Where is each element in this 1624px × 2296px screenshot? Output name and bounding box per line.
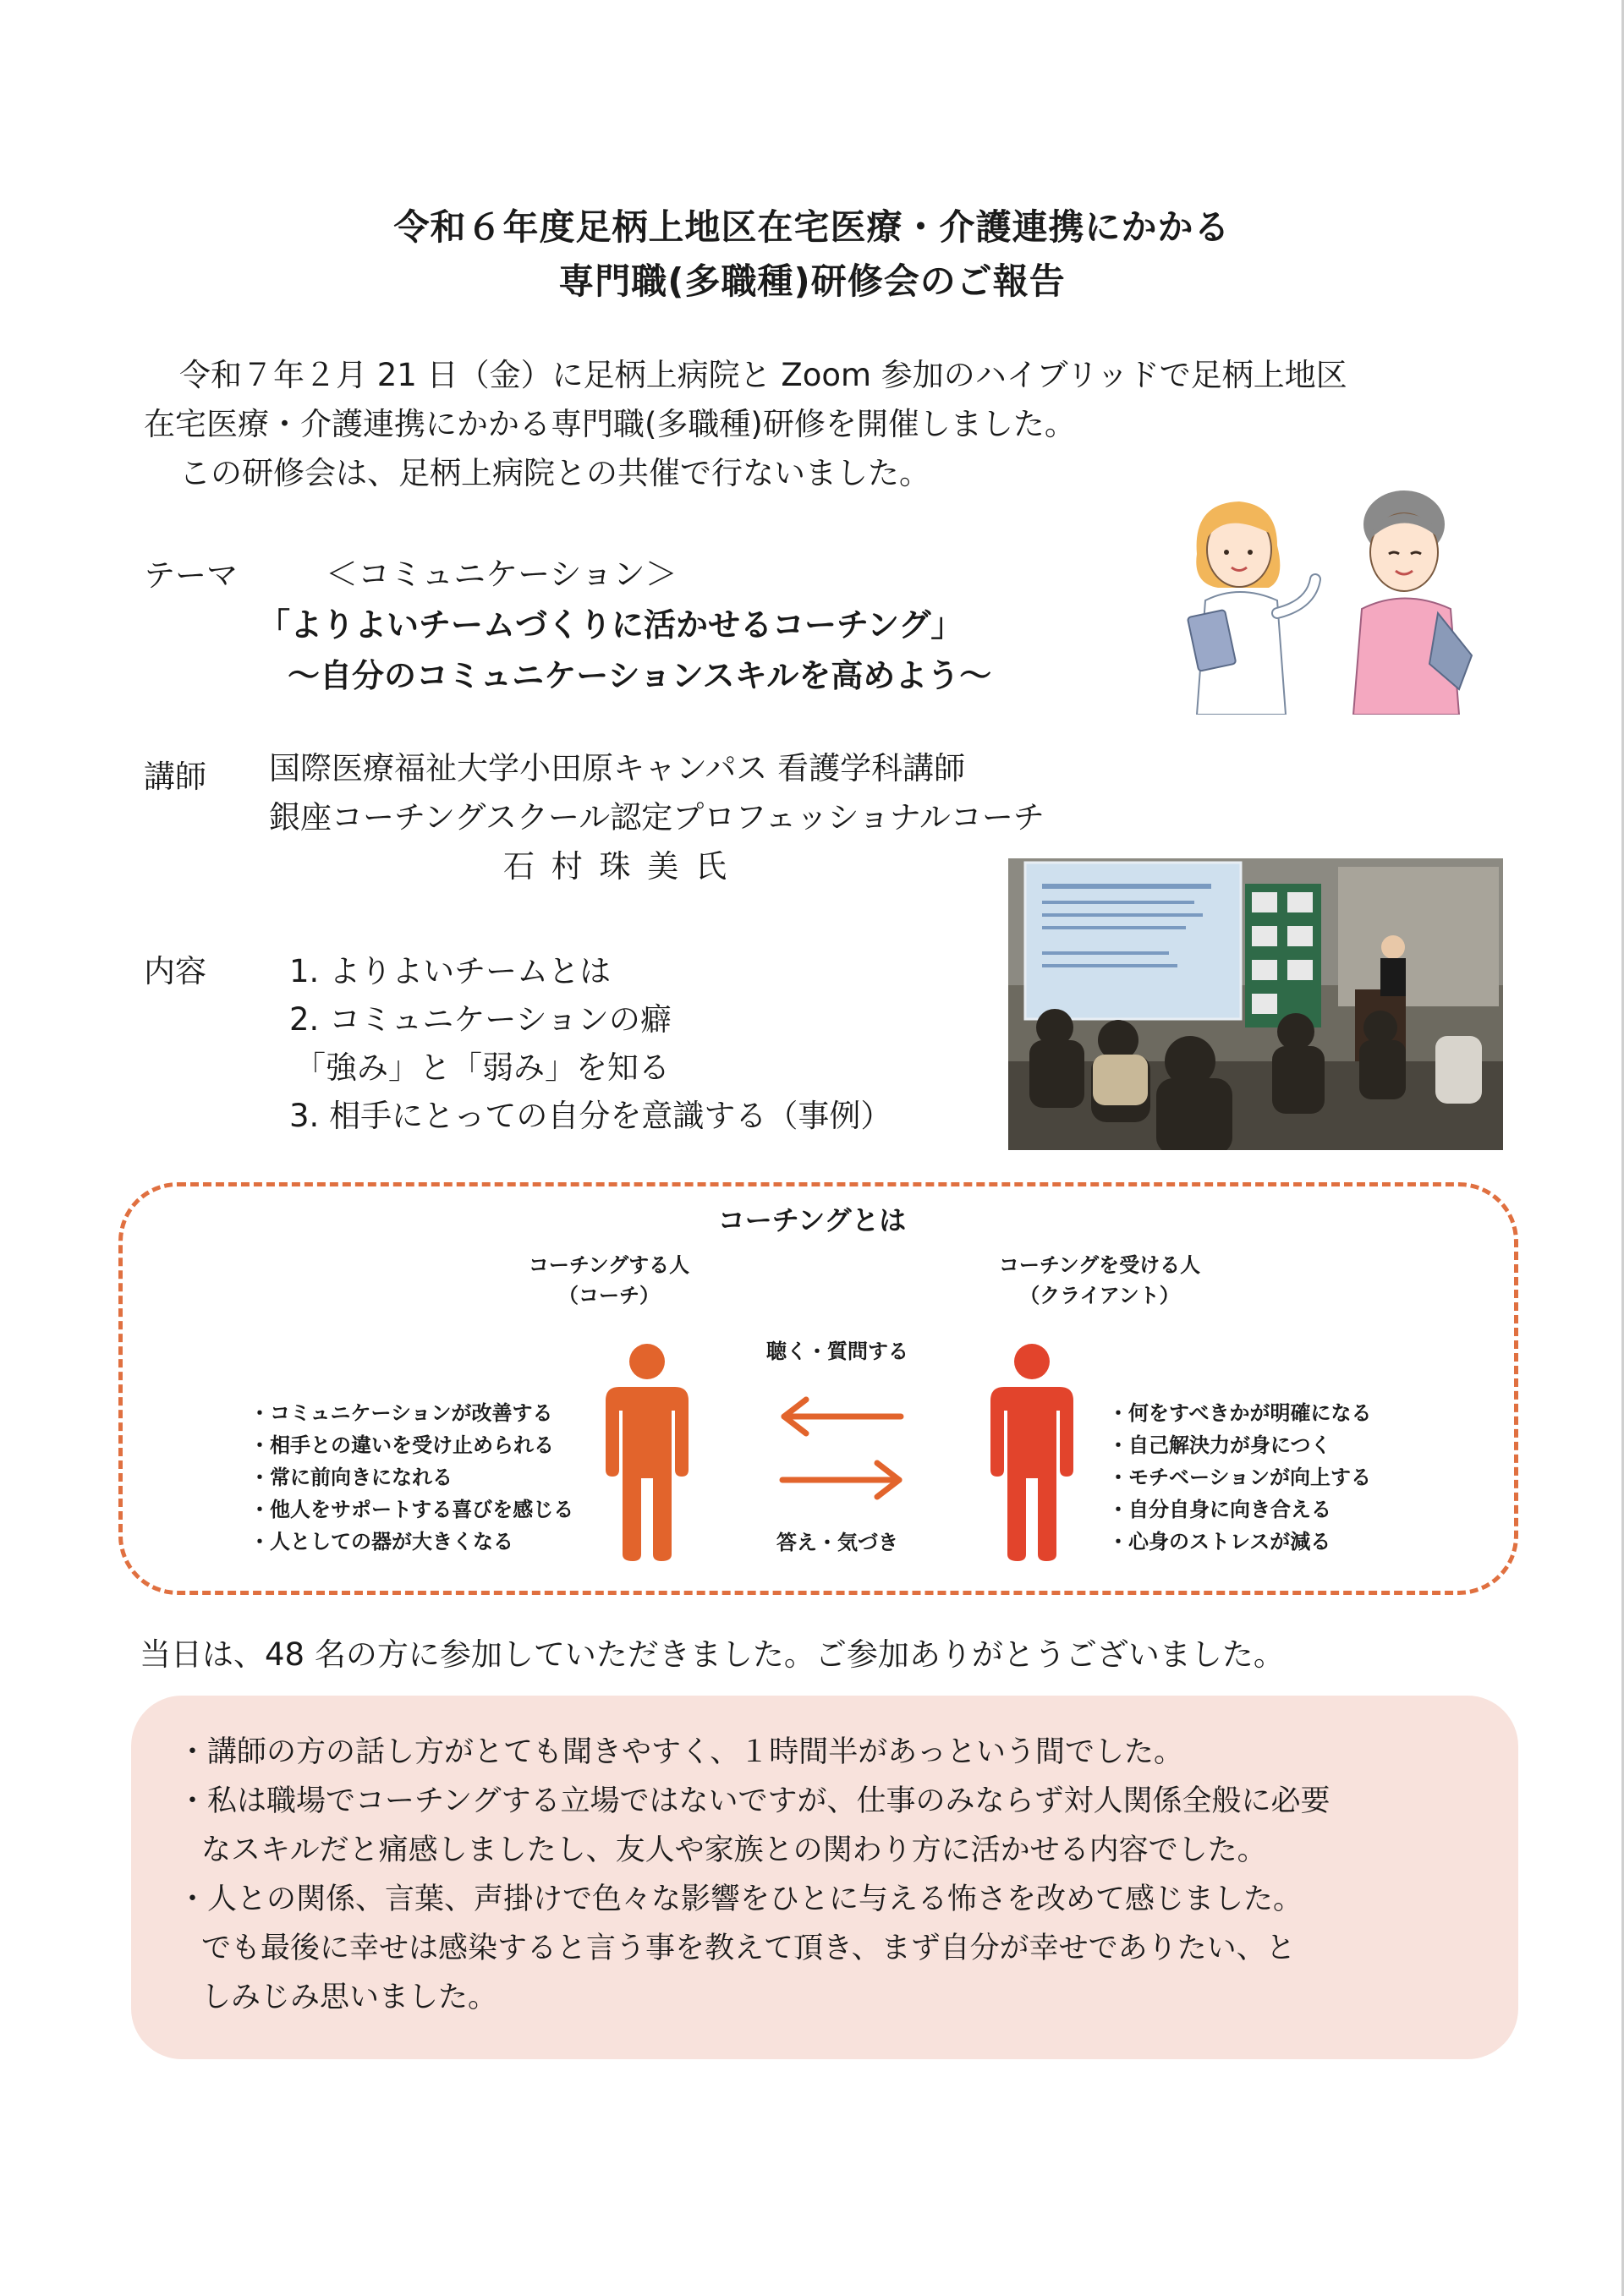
client-person-icon xyxy=(985,1343,1078,1563)
theme-line3: ～自分のコミュニケーションスキルを高めよう～ xyxy=(288,657,992,694)
elder-figure xyxy=(1353,490,1472,715)
coach-benefit-1: ・ コミュニケーションが改善する xyxy=(250,1397,573,1429)
contents-item-2: 2. コミュニケーションの癖 xyxy=(289,1001,672,1038)
coach-benefit-5: ・ 人としての器が大きくなる xyxy=(250,1526,573,1558)
contents-item-1: 1. よりよいチームとは xyxy=(289,953,612,989)
seminar-photo xyxy=(1008,858,1503,1150)
comment-line-5: でも最後に幸せは感染すると言う事を教えて頂き、まず自分が幸せでありたい、と xyxy=(201,1932,1296,1965)
comment-line-4: ・人との関係、言葉、声掛けで色々な影響をひとに与える怖さを改めて感じました。 xyxy=(178,1882,1303,1916)
intro-line3: この研修会は、足柄上病院との共催で行ないました。 xyxy=(179,455,930,491)
page-title-line2: 専門職(多職種)研修会のご報告 xyxy=(558,260,1066,302)
attendance-text: 当日は、48 名の方に参加していただきました。ご参加ありがとうございました。 xyxy=(140,1636,1285,1673)
contents-item-2-sub: 「強み」と「弱み」を知る xyxy=(294,1049,670,1086)
client-benefit-3: ・ モチベーションが向上する xyxy=(1108,1461,1372,1493)
lecturer-name: 石 村 珠 美 氏 xyxy=(503,848,731,885)
coach-label-line2: （コーチ） xyxy=(558,1284,660,1307)
coach-label xyxy=(474,1250,744,1311)
intro-line1: 令和７年２月 21 日（金）に足柄上病院と Zoom 参加のハイブリッドで足柄上地区 xyxy=(179,357,1347,393)
client-label-line1: コーチングを受ける人 xyxy=(998,1253,1201,1277)
theme-label: テーマ xyxy=(144,557,238,594)
client-benefit-4: ・ 自分自身に向き合える xyxy=(1108,1493,1372,1526)
arrow-top-label: 聴く・質問する xyxy=(766,1340,908,1363)
lecturer-label: 講師 xyxy=(144,759,206,795)
contents-label: 内容 xyxy=(144,953,206,989)
contents-item-3: 3. 相手にとっての自分を意識する（事例） xyxy=(289,1098,892,1134)
nurse-figure xyxy=(1188,501,1315,715)
client-label xyxy=(947,1250,1252,1311)
intro-line2: 在宅医療・介護連携にかかる専門職(多職種)研修を開催しました。 xyxy=(144,406,1076,442)
arrow-bottom-label: 答え・気づき xyxy=(776,1531,898,1554)
client-benefit-2: ・ 自己解決力が身につく xyxy=(1108,1429,1372,1461)
coach-person-icon xyxy=(601,1343,694,1563)
coach-benefit-2: ・ 相手との違いを受け止められる xyxy=(250,1429,573,1461)
coach-benefits-list xyxy=(250,1397,573,1558)
coaching-title: コーチングとは xyxy=(717,1204,907,1236)
client-benefit-5: ・ 心身のストレスが減る xyxy=(1108,1526,1372,1558)
client-label-line2: （クライアント） xyxy=(1019,1284,1180,1307)
coach-benefit-4: ・ 他人をサポートする喜びを感じる xyxy=(250,1493,573,1526)
exchange-arrows-icon xyxy=(774,1395,909,1514)
theme-line1: ＜コミュニケーション＞ xyxy=(326,556,678,593)
page-title-line1: 令和６年度足柄上地区在宅医療・介護連携にかかる xyxy=(393,206,1231,248)
comment-line-6: しみじみ思いました。 xyxy=(201,1981,498,2014)
client-benefit-1: ・ 何をすべきかが明確になる xyxy=(1108,1397,1372,1429)
coach-benefit-3: ・ 常に前向きになれる xyxy=(250,1461,573,1493)
comment-line-2: ・私は職場でコーチングする立場ではないですが、仕事のみならず対人関係全般に必要 xyxy=(178,1784,1330,1818)
lecturer-line1: 国際医療福祉大学小田原キャンパス 看護学科講師 xyxy=(269,750,966,786)
comment-line-1: ・講師の方の話し方がとても聞きやすく、１時間半があっという間でした。 xyxy=(178,1735,1183,1769)
nurse-and-elder-illustration xyxy=(1159,486,1480,715)
coach-label-line1: コーチングする人 xyxy=(528,1253,690,1277)
lecturer-line2: 銀座コーチングスクール認定プロフェッショナルコーチ xyxy=(269,799,1045,836)
client-benefits-list xyxy=(1108,1397,1372,1558)
comment-line-3: なスキルだと痛感しましたし、友人や家族との関わり方に活かせる内容でした。 xyxy=(201,1833,1267,1867)
theme-line2: 「よりよいチームづくりに活かせるコーチング」 xyxy=(258,606,963,644)
